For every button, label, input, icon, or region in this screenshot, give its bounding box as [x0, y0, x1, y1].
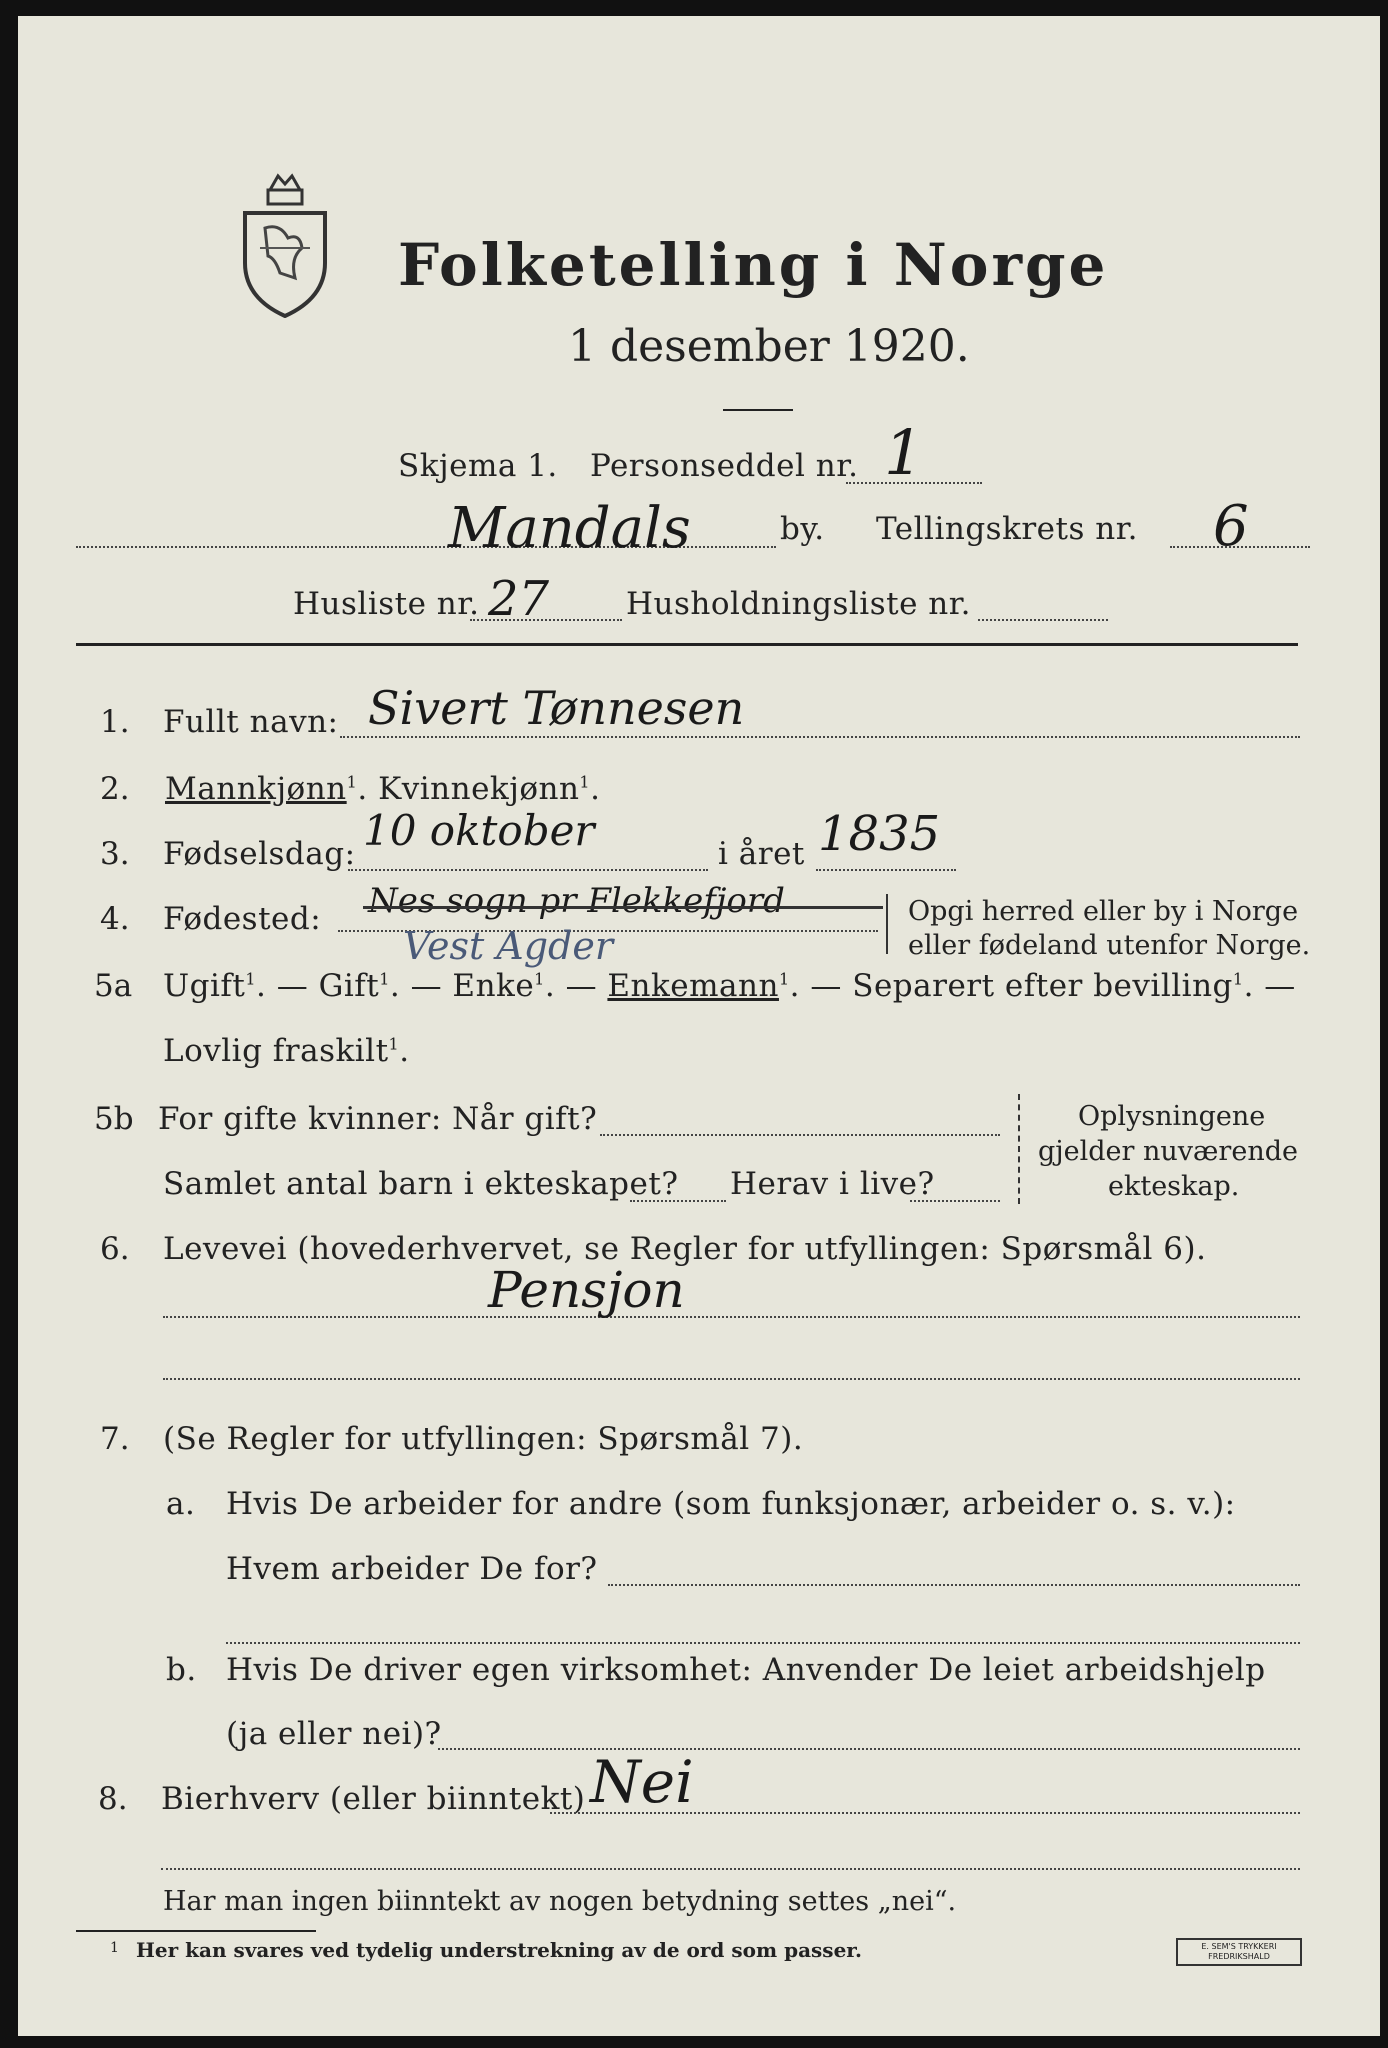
- q4-note-bracket: [886, 894, 888, 954]
- footer-note: Har man ingen biinntekt av nogen betydning settes „nei“.: [163, 1886, 957, 1917]
- q5b-married-field: [600, 1134, 1000, 1136]
- q5a-end: . —: [1243, 968, 1296, 1004]
- header-divider: [76, 643, 1298, 646]
- town-value: Mandals: [448, 496, 691, 561]
- q4-value-struck: Nes sogn pr Flekkefjord: [368, 881, 785, 921]
- q4-label: Fødested:: [163, 901, 322, 937]
- q2-option-female: Kvinnekjønn: [378, 771, 580, 807]
- q5a-enkemann: Enkemann: [607, 968, 779, 1004]
- footnote-divider: [76, 1930, 316, 1932]
- q5b-note-bracket: [1018, 1094, 1020, 1204]
- q2-sup-1: 1: [346, 772, 358, 792]
- q5b-alive-field: [910, 1200, 1000, 1202]
- q5b-label1: For gifte kvinner: Når gift?: [158, 1101, 598, 1137]
- q2-options: Mannkjønn$^1$. Kvinnekjønn$^1$.: [165, 771, 601, 807]
- q5a-number: 5a: [94, 968, 133, 1004]
- q5a-sup-2: 1: [379, 969, 390, 989]
- q1-value: Sivert Tønnesen: [368, 681, 745, 735]
- q5a-line2: Lovlig fraskilt$^1$.: [163, 1033, 410, 1069]
- q8-number: 8.: [98, 1781, 128, 1817]
- q4-strikethrough: [363, 906, 883, 909]
- page-title: Folketelling i Norge: [398, 231, 1109, 299]
- q5b-note2: gjelder nuværende: [1038, 1136, 1298, 1167]
- tellingskrets-value: 6: [1213, 494, 1249, 559]
- q7a-field-2: [226, 1642, 1300, 1644]
- q5a-sup-5: 1: [1232, 969, 1244, 989]
- q3-year-value: 1835: [818, 806, 941, 862]
- q7a-field: [608, 1584, 1300, 1586]
- q5a-sup-4: 1: [778, 969, 790, 989]
- q5a-sup-1: 1: [245, 969, 257, 989]
- skjema-label: Skjema 1.: [398, 448, 558, 484]
- q5a-gift: . — Gift: [256, 968, 380, 1004]
- title-divider: [723, 409, 793, 411]
- q6-value: Pensjon: [488, 1261, 685, 1319]
- printer-stamp: [1176, 1938, 1302, 1966]
- q8-field-2: [161, 1868, 1300, 1870]
- husholdning-label: Husholdningsliste nr.: [626, 586, 972, 622]
- personseddel-label: Personseddel nr.: [590, 448, 859, 484]
- census-form: [18, 16, 1380, 2036]
- husholdning-field: [978, 619, 1108, 621]
- q2-sup-2: 1: [579, 772, 591, 792]
- q7a-text2: Hvem arbeider De for?: [226, 1551, 598, 1587]
- q1-field: [340, 736, 1300, 738]
- q4-note-line2: eller fødeland utenfor Norge.: [908, 930, 1311, 961]
- q5b-label2: Samlet antal barn i ekteskapet?: [163, 1166, 679, 1202]
- q5b-number: 5b: [94, 1101, 134, 1137]
- husliste-label: Husliste nr.: [293, 586, 480, 622]
- tellingskrets-label: Tellingskrets nr.: [876, 511, 1138, 547]
- q6-field-1: [163, 1316, 1300, 1318]
- q7b-letter: b.: [166, 1652, 197, 1688]
- q7a-text1: Hvis De arbeider for andre (som funksjonær, arbeider o. s. v.):: [226, 1486, 1236, 1522]
- q3-value: 10 oktober: [363, 806, 595, 855]
- q7-number: 7.: [100, 1421, 130, 1457]
- q2-option-male: Mannkjønn: [165, 771, 347, 807]
- personseddel-value: 1: [884, 416, 924, 489]
- q8-label: Bierhverv (eller biinntekt): [161, 1781, 586, 1817]
- q7b-field: [438, 1748, 1300, 1750]
- printer-stamp-line1: E. SEM'S TRYKKERI: [1201, 1942, 1277, 1951]
- husliste-value: 27: [488, 571, 550, 627]
- q7-label: (Se Regler for utfyllingen: Spørsmål 7).: [163, 1421, 804, 1457]
- q5a-separert: . — Separert efter bevilling: [789, 968, 1233, 1004]
- q7b-text1: Hvis De driver egen virksomhet: Anvender De leiet arbeidshjelp: [226, 1652, 1266, 1688]
- by-label: by.: [780, 511, 825, 547]
- q3-year-field: [816, 869, 956, 871]
- q3-label: Fødselsdag:: [163, 836, 356, 872]
- q5a-sup-3: 1: [534, 969, 545, 989]
- q4-number: 4.: [100, 901, 130, 937]
- q8-value: Nei: [590, 1748, 694, 1816]
- q5a-fraskilt: Lovlig fraskilt: [163, 1033, 389, 1069]
- q5a-enke: . — Enke: [389, 968, 535, 1004]
- q6-label: Levevei (hovederhvervet, se Regler for utfyllingen: Spørsmål 6).: [163, 1231, 1207, 1267]
- footnote-mark: 1: [110, 1940, 119, 1956]
- q6-field-2: [163, 1378, 1300, 1380]
- norway-coat-of-arms-icon: [230, 168, 340, 318]
- q5b-label3: Herav i live?: [730, 1166, 935, 1202]
- q3-year-label: i året: [718, 836, 805, 872]
- q5a-sep: . —: [544, 968, 608, 1004]
- q6-number: 6.: [100, 1231, 130, 1267]
- q7a-letter: a.: [166, 1486, 196, 1522]
- q5b-note1: Oplysningene: [1078, 1101, 1266, 1132]
- q3-field: [348, 869, 708, 871]
- q5a-options: [163, 968, 1296, 1004]
- q2-number: 2.: [100, 771, 130, 807]
- census-date: 1 desember 1920.: [568, 321, 970, 372]
- q4-value-new: Vest Agder: [403, 924, 614, 968]
- q3-number: 3.: [100, 836, 130, 872]
- q5a-ugift: Ugift: [163, 968, 246, 1004]
- q4-note-line1: Opgi herred eller by i Norge: [908, 896, 1299, 927]
- footnote-text: Her kan svares ved tydelig understrekning av de ord som passer.: [136, 1938, 862, 1962]
- q7b-text2: (ja eller nei)?: [226, 1716, 442, 1752]
- q5b-note3: ekteskap.: [1108, 1171, 1240, 1202]
- q1-number: 1.: [100, 704, 130, 740]
- q1-label: Fullt navn:: [163, 704, 339, 740]
- q5a-sup-6: 1: [388, 1034, 400, 1054]
- q5b-children-field: [630, 1200, 726, 1202]
- printer-stamp-line2: FREDRIKSHALD: [1208, 1952, 1270, 1961]
